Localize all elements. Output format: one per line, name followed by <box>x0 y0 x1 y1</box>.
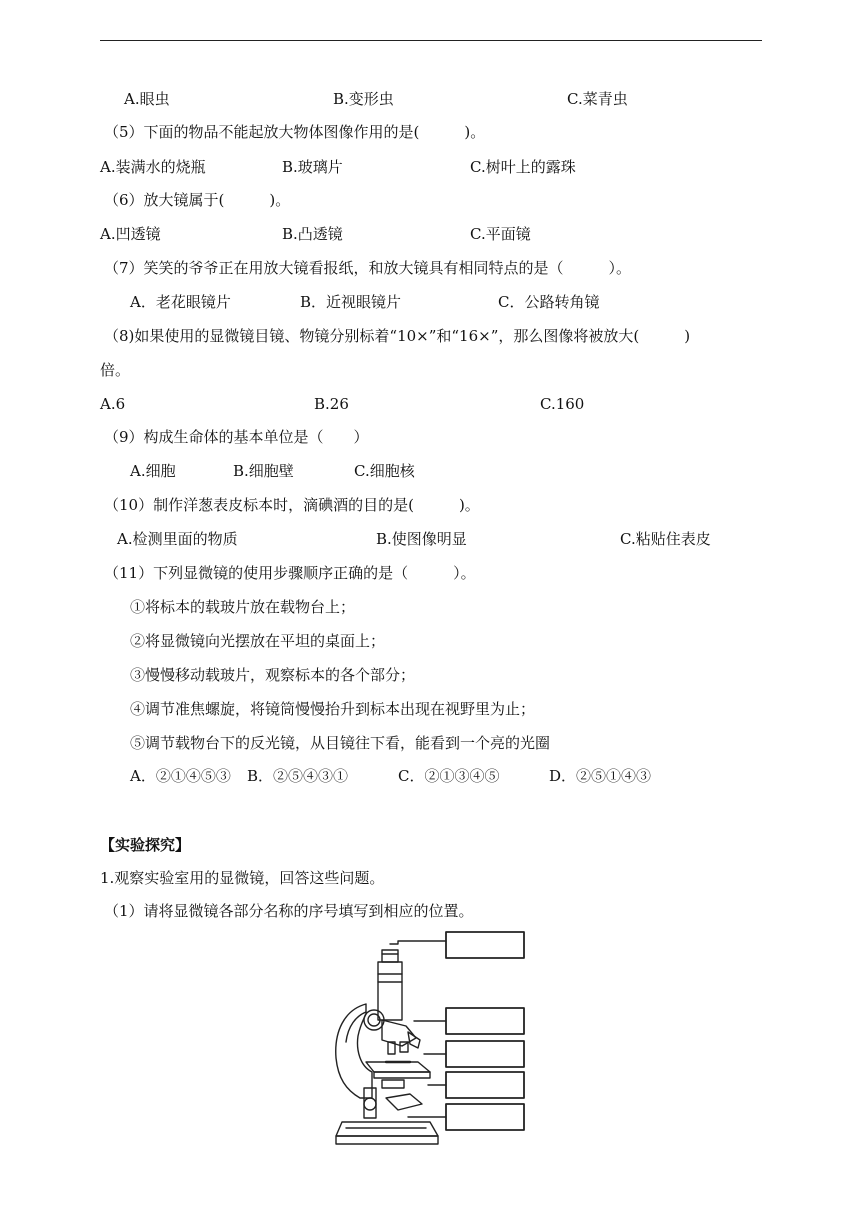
q9-stem: （9）构成生命体的基本单位是（ ） <box>104 428 369 446</box>
section-title: 【实验探究】 <box>100 836 191 854</box>
q5-option-c: C.树叶上的露珠 <box>470 158 576 176</box>
q11-step: ⑤调节载物台下的反光镜，从目镜往下看，能看到一个亮的光圈 <box>130 734 551 752</box>
q4-option-a: A.眼虫 <box>124 90 170 108</box>
q11-option-d: D．②⑤①④③ <box>549 767 652 785</box>
q8-option-c: C.160 <box>540 395 585 413</box>
q6-option-c: C.平面镜 <box>470 225 531 243</box>
q10-option-b: B.使图像明显 <box>376 530 467 548</box>
q7-option-b: B．近视眼镜片 <box>300 293 402 311</box>
q7-stem: （7）笑笑的爷爷正在用放大镜看报纸，和放大镜具有相同特点的是（ ）。 <box>104 259 632 277</box>
section-question-1-1: （1）请将显微镜各部分名称的序号填写到相应的位置。 <box>104 902 474 920</box>
q9-option-c: C.细胞核 <box>354 462 415 480</box>
q4-option-c: C.菜青虫 <box>567 90 628 108</box>
header-rule <box>100 40 762 41</box>
section-question-1: 1.观察实验室用的显微镜，回答这些问题。 <box>100 869 385 887</box>
q5-stem: （5）下面的物品不能起放大物体图像作用的是( )。 <box>104 123 486 141</box>
q4-option-b: B.变形虫 <box>333 90 394 108</box>
q10-stem: （10）制作洋葱表皮标本时，滴碘酒的目的是( )。 <box>104 496 480 514</box>
q8-stem-line1: （8)如果使用的显微镜目镜、物镜分别标着“10×”和“16×”，那么图像将被放大( ) <box>104 327 691 345</box>
q11-step: ③慢慢移动载玻片，观察标本的各个部分； <box>130 666 416 684</box>
q9-option-b: B.细胞壁 <box>233 462 294 480</box>
q7-option-a: A．老花眼镜片 <box>130 293 231 311</box>
q5-option-a: A.装满水的烧瓶 <box>100 158 206 176</box>
q11-option-b: B．②⑤④③① <box>247 767 349 785</box>
q8-option-a: A.6 <box>100 395 126 413</box>
microscope-diagram <box>326 922 530 1152</box>
label-box-3[interactable] <box>446 1041 524 1067</box>
label-box-eyepiece[interactable] <box>446 932 524 958</box>
q11-option-c: C．②①③④⑤ <box>398 767 500 785</box>
q11-stem: （11）下列显微镜的使用步骤顺序正确的是（ ）。 <box>104 564 476 582</box>
q11-step: ①将标本的载玻片放在载物台上； <box>130 598 356 616</box>
q5-option-b: B.玻璃片 <box>282 158 343 176</box>
q11-option-a: A．②①④⑤③ <box>130 767 231 785</box>
q9-option-a: A.细胞 <box>130 462 176 480</box>
label-box-4[interactable] <box>446 1072 524 1098</box>
q6-option-a: A.凹透镜 <box>100 225 161 243</box>
microscope-icon <box>336 950 438 1144</box>
q10-option-a: A.检测里面的物质 <box>117 530 238 548</box>
q8-stem-line2: 倍。 <box>100 361 131 379</box>
q10-option-c: C.粘贴住表皮 <box>620 530 711 548</box>
q8-option-b: B.26 <box>314 395 349 413</box>
label-box-2[interactable] <box>446 1008 524 1034</box>
q7-option-c: C．公路转角镜 <box>498 293 600 311</box>
q6-stem: （6）放大镜属于( )。 <box>104 191 291 209</box>
q6-option-b: B.凸透镜 <box>282 225 343 243</box>
q11-step: ②将显微镜向光摆放在平坦的桌面上； <box>130 632 386 650</box>
q11-step: ④调节准焦螺旋，将镜筒慢慢抬升到标本出现在视野里为止； <box>130 700 536 718</box>
leader-lines <box>390 941 446 1117</box>
label-box-5[interactable] <box>446 1104 524 1130</box>
